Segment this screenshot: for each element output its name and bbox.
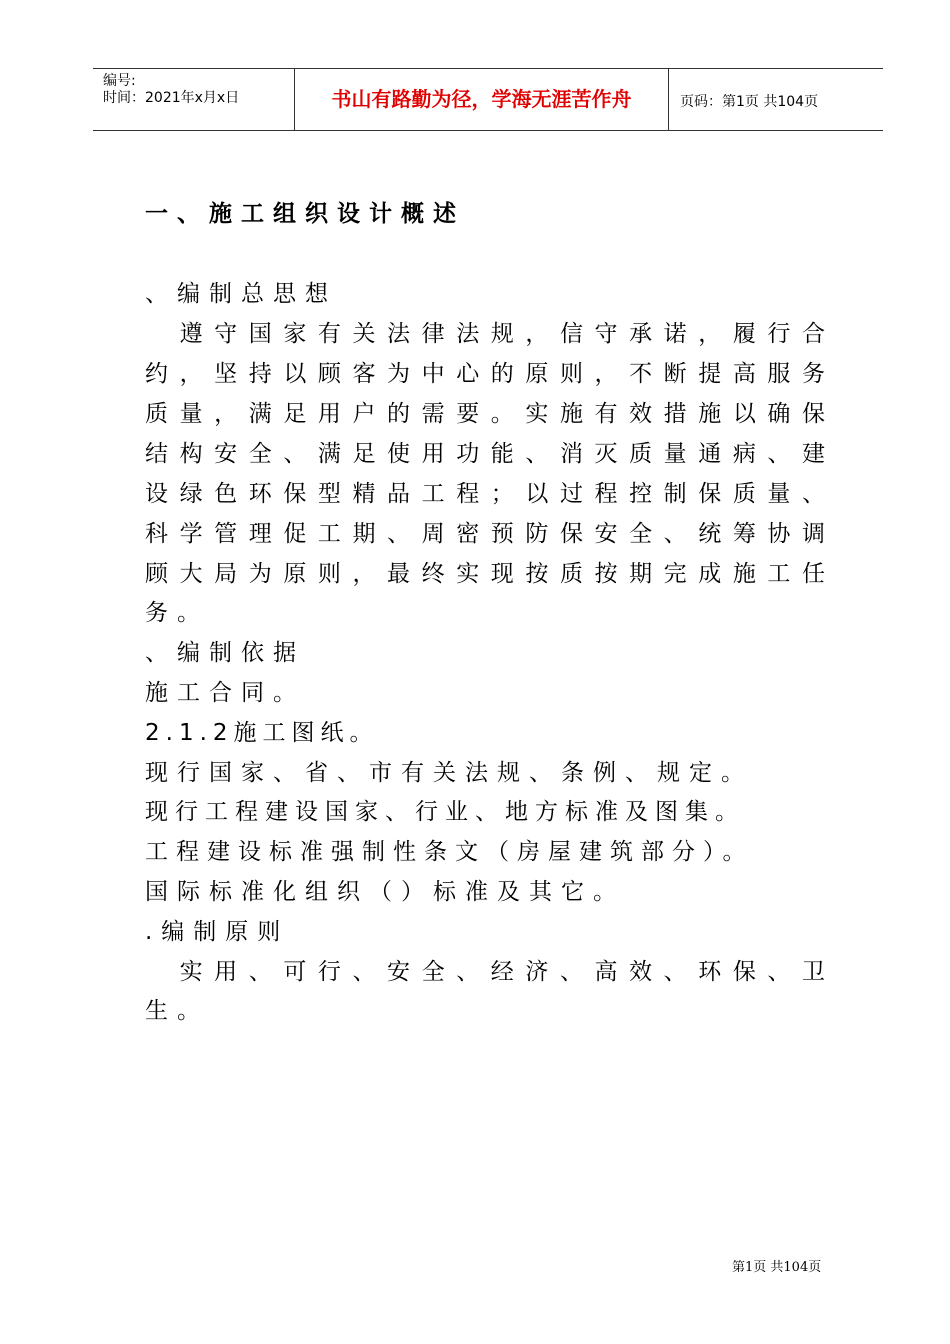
list-item: 工程建设标准强制性条文（房屋建筑部分）。	[145, 839, 754, 865]
header-left-cell	[93, 69, 294, 130]
list-item: 现行工程建设国家、行业、地方标准及图集。	[145, 799, 745, 825]
page-header	[93, 68, 883, 131]
body-line: 生。	[145, 998, 209, 1024]
body-line: 务。	[145, 600, 209, 626]
header-right-cell	[668, 69, 883, 130]
body-line: 顾大局为原则，最终实现按质按期完成施工任	[145, 561, 825, 587]
body-line: 遵守国家有关法律法规，信守承诺，履行合	[145, 321, 825, 347]
subheading-general-idea: 、编制总思想	[145, 281, 337, 307]
document-number-label: 编号:	[103, 73, 136, 89]
list-item: 2.1.2施工图纸。	[145, 720, 379, 746]
list-item: 施工合同。	[145, 680, 305, 706]
subheading-principles: .编制原则	[145, 919, 290, 945]
header-motto-cell	[294, 69, 669, 130]
body-line: 约，坚持以顾客为中心的原则，不断提高服务	[145, 361, 825, 387]
list-item: 现行国家、省、市有关法规、条例、规定。	[145, 760, 753, 786]
page-footer: 第1页 共104页	[732, 1260, 822, 1275]
header-page-info: 页码：第1页 共104页	[680, 94, 819, 110]
document-time-label: 时间：2021年x月x日	[103, 90, 240, 106]
section-title: 一、施工组织设计概述	[145, 201, 465, 227]
body-line: 实用、可行、安全、经济、高效、环保、卫	[145, 959, 825, 985]
body-line: 质量，满足用户的需要。实施有效措施以确保	[145, 401, 825, 427]
subheading-basis: 、编制依据	[145, 640, 305, 666]
body-line: 结构安全、满足使用功能、消灭质量通病、建	[145, 441, 825, 467]
body-line: 科学管理促工期、周密预防保安全、统筹协调	[145, 521, 825, 547]
header-motto: 书山有路勤为径，学海无涯苦作舟	[331, 87, 632, 111]
body-line: 设绿色环保型精品工程；以过程控制保质量、	[145, 481, 825, 507]
list-item: 国际标准化组织（）标准及其它。	[145, 879, 625, 905]
